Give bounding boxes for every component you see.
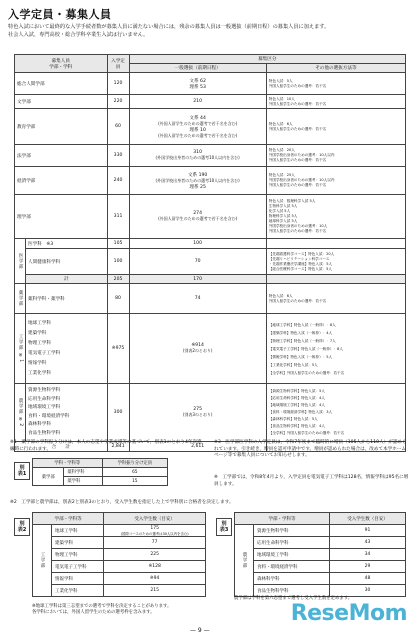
table-cell: 77 <box>104 537 206 549</box>
medicine-total-capacity: 205 <box>107 275 129 284</box>
row-capacity: 80 <box>107 284 129 314</box>
table-cell: 食料・環境経済学科 <box>254 561 330 573</box>
appendix-3-header-dept: 学部・学科等 <box>235 513 330 525</box>
engineering-depts <box>26 314 108 384</box>
dept-item: 地域環境工学科 <box>28 405 61 410</box>
appendix-1-label: 別表1 <box>14 462 30 480</box>
row-general: 275 (別表3のとおり) <box>129 384 266 442</box>
table-row <box>15 167 406 195</box>
appendix-3-group: 農学部 <box>235 525 254 597</box>
medicine-label: 医学部 <box>15 239 26 284</box>
agriculture-depts <box>26 384 108 442</box>
row-capacity: 60 <box>107 109 129 145</box>
table-row <box>15 145 406 167</box>
intro-line: 社会人入試，専門高校・総合学科卒業生入試は行いません。 <box>8 31 149 38</box>
table-row <box>235 549 406 561</box>
page-title: 入学定員・募集人員 <box>8 8 112 21</box>
appendix-2-footnote: ※地球工学科は第三志望までの選考で学科を決定することがあります。 各学科においては，外国人留学生のための選考枠を含みます。 <box>32 604 172 615</box>
table-row <box>15 284 406 314</box>
table-cell: 工業化学科 <box>52 585 104 597</box>
note-1: ※1 薬学部の学科振り分けは，本人の志望や学業成績等に基づいて，別表1のとおり4年次進級時に行われます。 <box>10 440 202 452</box>
resemom-logo: ReseMom <box>290 601 407 626</box>
row-capacity: 300 <box>107 384 129 442</box>
appendix-1-header-quota: 学科振り分け定員 <box>102 459 167 468</box>
appendix-1-table <box>32 458 168 486</box>
table-row <box>33 468 168 477</box>
table-row <box>33 525 206 537</box>
row-faculty: 医学科 ※3 <box>26 239 108 249</box>
table-cell: 地域環境工学科 <box>254 549 330 561</box>
row-general: 274 (外国人留学生のための選考で若干名を含む) <box>129 195 266 239</box>
row-general: 100 <box>129 239 266 249</box>
dept-item: 情報学科 <box>28 360 47 366</box>
table-cell: 食品生物科学科 <box>254 585 330 597</box>
table-cell: 応用生命科学科 <box>254 537 330 549</box>
row-faculty: 理学部 <box>15 195 108 239</box>
table-row <box>15 109 406 145</box>
medicine-total-label: 計 <box>26 275 108 284</box>
table-cell: 65 <box>102 468 167 477</box>
table-cell: 地球工学科 <box>52 525 104 537</box>
table-row <box>15 95 406 109</box>
table-cell: 91 <box>330 525 406 537</box>
row-capacity: 330 <box>107 145 129 167</box>
note-3: ※3 医学部医学科の入学定員は，令和7年度まで臨時的に増員（105人から110人）が認められています。引き続き，増員を認可申請中です。増員が認められた場合は，改めて本学ホームページ等で募集人員についてお知らせします。 <box>214 440 407 459</box>
row-general: 文系 44 (外国人留学生のための選考で若干名を含む) 理系 10 (外国人留学生のための選考で若干名を含む) <box>129 109 266 145</box>
appendix-3-label: 別表3 <box>216 518 232 536</box>
dept-item: 森林科学科 <box>28 422 51 427</box>
table-row <box>15 384 406 442</box>
row-general: 74 <box>129 284 266 314</box>
row-general: 210 <box>129 95 266 109</box>
table-row <box>235 585 406 597</box>
row-general: ※914 (別表2のとおり) <box>129 314 266 384</box>
row-capacity: 120 <box>107 73 129 95</box>
table-cell: 43 <box>330 537 406 549</box>
medicine-total-general: 170 <box>129 275 266 284</box>
table-cell: 薬科学科 <box>64 468 102 477</box>
row-faculty: 教育学部 <box>15 109 108 145</box>
row-capacity: 311 <box>107 195 129 239</box>
row-other: 【資源生物科学科】特色入試：5人 【応用生命科学科】特色入試：4人 【地域環境工学科】特色入試：4人 【食料・環境経済学科】特色入試：3人 【森林科学科】特色入試：5人 【食品生物科学科】特色入試：4人 【全学科】外国人留学生のための選考：若干名 <box>266 384 405 442</box>
row-faculty: 文学部 <box>15 95 108 109</box>
table-cell: 48 <box>330 573 406 585</box>
row-other: 【地球工学科】特色入試（一般枠）：8人 【建築学科】特色入試（一般枠）：4人 【物理工学科】特色入試（一般枠）：7人 【電気電子工学科】特色入試（一般枠）：8人 【情報学科】特色入試（一般枠）：5人 【工業化学科】特色入試：5人 【全学科】外国人留学生のための選考：若干名 <box>266 314 405 384</box>
table-row <box>15 249 406 275</box>
row-other: 特色入試：6人 外国人留学生のための選考：若干名 <box>266 109 405 145</box>
table-header-row <box>33 459 168 468</box>
row-other: 特色入試：20人 外国学校出身者のための選考：10人以内 外国人留学生のための選考：若干名 <box>266 145 405 167</box>
page-number: — 9 — <box>190 627 210 634</box>
appendix-2-group: 工学部 <box>33 525 52 597</box>
table-row <box>33 585 206 597</box>
appendix-2-label: 別表2 <box>14 518 30 536</box>
header-faculty: 募集人員 学部・学科 <box>15 55 108 73</box>
header-other: その他の選抜方法等 <box>266 64 405 73</box>
row-other <box>266 239 405 249</box>
table-cell: 情報学科 <box>52 573 104 585</box>
row-faculty: 人間健康科学科 <box>26 249 108 275</box>
table-cell: 175 (国際コースのための選考は30人以内を含む) <box>104 525 206 537</box>
appendix-1-group: 薬学部 <box>33 468 64 486</box>
dept-item: 電気電子工学科 <box>28 350 61 356</box>
table-cell: 薬学科 <box>64 477 102 486</box>
table-row <box>235 573 406 585</box>
row-capacity: 105 <box>107 239 129 249</box>
appendix-2-table <box>32 512 206 597</box>
row-capacity: 220 <box>107 95 129 109</box>
table-cell: 森林科学科 <box>254 573 330 585</box>
pharmacy-label: 薬学部 <box>15 284 26 314</box>
agriculture-label: 農学部 ※2 <box>15 384 26 442</box>
total-capacity: 2,841 <box>107 442 129 452</box>
header-general: 一般選抜（前期日程） <box>129 64 266 73</box>
row-other: 特色入試：10人 外国人留学生のための選考：若干名 <box>266 95 405 109</box>
dept-item: 食料・環境経済学科 <box>28 413 70 419</box>
row-other: 特色入試：25人 外国学校出身者のための選考：10人以内 外国人留学生のための選考：若干名 <box>266 167 405 195</box>
dept-item: 建築学科 <box>28 330 47 336</box>
table-header-row <box>235 513 406 525</box>
table-row <box>33 537 206 549</box>
row-faculty: 法学部 <box>15 145 108 167</box>
row-faculty: 総合人間学部 <box>15 73 108 95</box>
dept-item: 資源生物科学科 <box>28 388 61 393</box>
row-general: 310 (外国学校出身者のための選考10人以内を含む) <box>129 145 266 167</box>
row-other: 特色入試：6人 外国人留学生のための選考：若干名 <box>266 284 405 314</box>
row-faculty: 経済学部 <box>15 167 108 195</box>
table-row <box>33 573 206 585</box>
table-row <box>235 537 406 549</box>
table-cell: 物理工学科 <box>52 549 104 561</box>
row-capacity: ※975 <box>107 314 129 384</box>
dept-item: 地球工学科 <box>28 320 51 326</box>
note-2: ※2 工学部と農学部は，別表2と別表3のとおり，受入学生数を指定した上で学科別に合格者を決定します。 <box>10 500 234 505</box>
appendix-3-footnote: 農学部は学科を第六志望まで選考し受入学生数を定めます。 <box>234 596 353 601</box>
row-general: 文系 62 理系 53 <box>129 73 266 95</box>
total-general: 2,611 <box>129 442 266 452</box>
table-cell: 資源生物科学科 <box>254 525 330 537</box>
table-row <box>235 561 406 573</box>
header-breakdown: 募集区分 <box>129 55 405 64</box>
table-row <box>15 73 406 95</box>
note-engineering: ※ 工学部では，令和8年4月より，入学定員を電気電子工学科は128名，情報学科は95名に増員します。 <box>214 475 409 487</box>
table-cell: 34 <box>330 549 406 561</box>
dept-item: 工業化学科 <box>28 370 51 376</box>
intro-line: 特色入試において最終的な入学手続者数が募集人員に満たない場合には，残余の募集人員は一般選抜（前期日程）の募集人員に加えます。 <box>8 24 330 30</box>
table-cell: ※128 <box>104 561 206 573</box>
appendix-2-header-dept: 学部・学科等 <box>33 513 104 525</box>
table-cell: 15 <box>102 477 167 486</box>
dept-item: 物理工学科 <box>28 340 51 346</box>
dept-item: 応用生命科学科 <box>28 396 61 402</box>
row-general: 70 <box>129 249 266 275</box>
table-header-row <box>15 55 406 64</box>
table-row <box>15 314 406 384</box>
intro-text <box>8 24 408 39</box>
row-other: 【先端看護科学コース】特色入試：20人 【先端リハビリテーション科学コース ・先端作業療法学講座】特色入試：5人 【総合医療科学コース】特色入試：5人 <box>266 249 405 275</box>
row-faculty: 薬科学科・薬学科 <box>26 284 108 314</box>
appendix-1-header-dept: 学科・学科等 <box>33 459 103 468</box>
appendix-2-header-count: 受入学生数（目安） <box>104 513 206 525</box>
table-row <box>15 239 406 249</box>
table-cell: 29 <box>330 561 406 573</box>
table-row <box>15 195 406 239</box>
row-capacity: 240 <box>107 167 129 195</box>
row-other: 特色入試：数理科学入試 5人 生物科学入試 5人 化学入試 5人 物理科学入試 5人 地球科学入試 5人 外国学校出身者のための選考：10人 外国人留学生のための選考：若干名 <box>266 195 405 239</box>
table-cell: 215 <box>104 585 206 597</box>
total-label: 合 計 <box>15 442 108 452</box>
header-capacity: 入学定員 <box>107 55 129 73</box>
table-cell: 電気電子工学科 <box>52 561 104 573</box>
row-other: 特色入試：5人 外国人留学生のための選考：若干名 <box>266 73 405 95</box>
appendix-3-table <box>234 512 406 597</box>
row-general: 文系 190 (外国学校出身者のための選考10人以内を含む) 理系 25 <box>129 167 266 195</box>
table-row <box>235 525 406 537</box>
dept-item: 食品生物科学科 <box>28 430 61 436</box>
table-cell: 建築学科 <box>52 537 104 549</box>
table-row <box>33 561 206 573</box>
appendix-3-header-count: 受入学生数（目安） <box>330 513 406 525</box>
table-header-row <box>33 513 206 525</box>
table-row <box>15 275 406 284</box>
table-row <box>33 549 206 561</box>
table-cell: 30 <box>330 585 406 597</box>
table-cell: 225 <box>104 549 206 561</box>
medicine-total-other <box>266 275 405 284</box>
table-cell: ※94 <box>104 573 206 585</box>
engineering-label: 工学部 ※1 <box>15 314 26 384</box>
row-capacity: 100 <box>107 249 129 275</box>
enrollment-table <box>14 54 406 452</box>
